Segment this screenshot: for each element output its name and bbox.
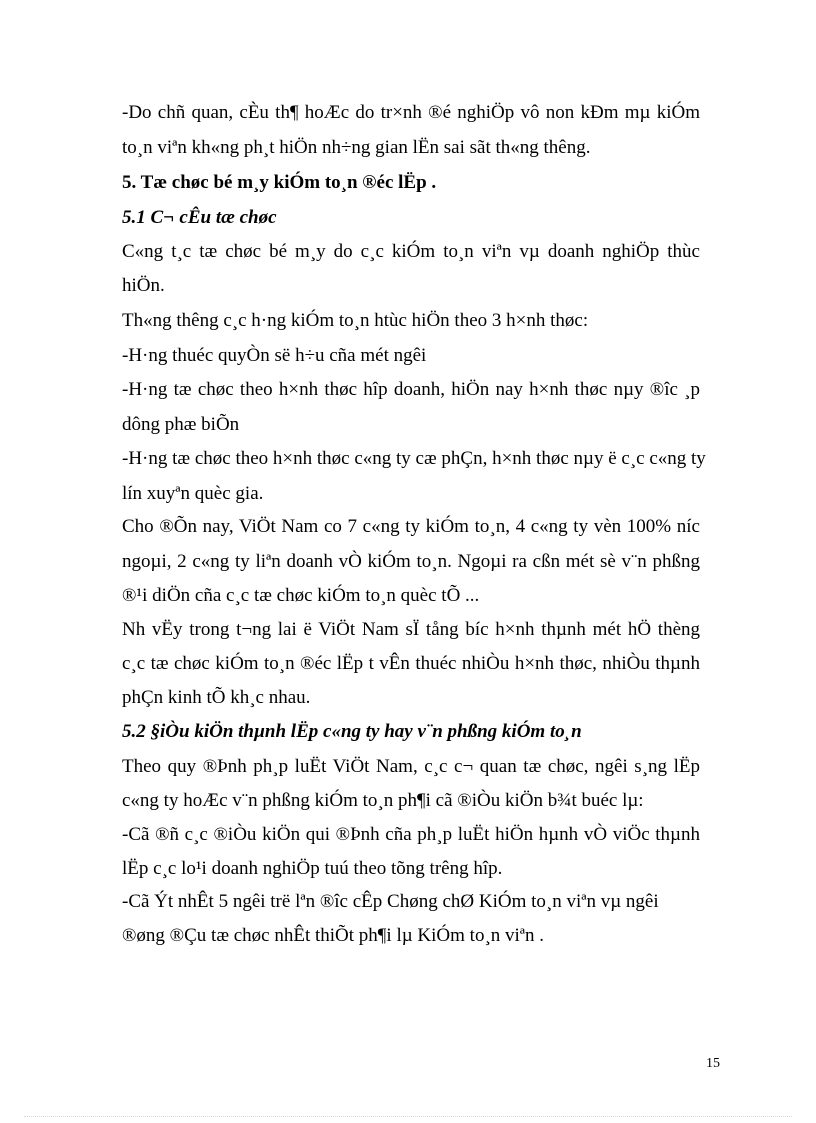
section-heading: 5. Tæ chøc bé m¸y kiÓm to¸n ®éc lËp . (122, 172, 437, 193)
text-line: dông phæ biÕn (122, 414, 240, 435)
text-line: Theo quy ®Þnh ph¸p luËt ViÖt Nam, c¸c c¬ quan tæ chøc, ngêi s¸ng lËp (122, 756, 700, 777)
text-line: c«ng ty hoÆc v¨n phßng kiÓm to¸n ph¶i cã ®iÒu kiÖn b¾t buéc lµ: (122, 790, 644, 811)
page-bottom-divider (24, 1116, 792, 1117)
subsection-heading: 5.2 §iÒu kiÖn thµnh lËp c«ng ty hay v¨n phßng kiÓm to¸n (122, 721, 582, 742)
text-line: phÇn kinh tÕ kh¸c nhau. (122, 687, 311, 708)
text-line: Nh vËy trong t¬ng lai ë ViÖt Nam sÏ tång bíc h×nh thµnh mét hÖ thèng (122, 619, 700, 640)
text-line: Th«ng thêng c¸c h·ng kiÓm to¸n htùc hiÖn theo 3 h×nh thøc: (122, 310, 589, 331)
text-line: -Cã Ýt nhÊt 5 ngêi trë lªn ®îc cÊp Chøng chØ KiÓm to¸n viªn vµ ngêi (122, 891, 659, 912)
text-line: C«ng t¸c tæ chøc bé m¸y do c¸c kiÓm to¸n viªn vµ doanh nghiÖp thùc (122, 241, 700, 262)
text-line: to¸n viªn kh«ng ph¸t hiÖn nh÷ng gian lËn sai sãt th«ng thêng. (122, 137, 591, 158)
text-line: -Cã ®ñ c¸c ®iÒu kiÖn qui ®Þnh cña ph¸p luËt hiÖn hµnh vÒ viÖc thµnh (122, 824, 700, 845)
text-line: Cho ®Õn nay, ViÖt Nam co 7 c«ng ty kiÓm to¸n, 4 c«ng ty vèn 100% níc (122, 516, 700, 537)
text-line: lín xuyªn quèc gia. (122, 483, 264, 504)
page-number: 15 (706, 1056, 720, 1071)
text-line: ngoµi, 2 c«ng ty liªn doanh vÒ kiÓm to¸n. Ngoµi ra cßn mét sè v¨n phßng (122, 551, 700, 572)
text-line: -H·ng thuéc quyÒn së h÷u cña mét ngêi (122, 345, 427, 366)
text-line: ®¹i diÖn cña c¸c tæ chøc kiÓm to¸n quèc tÕ ... (122, 585, 480, 606)
text-line: hiÖn. (122, 275, 165, 296)
text-line: -H·ng tæ chøc theo h×nh thøc hîp doanh, hiÖn nay h×nh thøc nµy ®îc ¸p (122, 379, 700, 400)
text-line: -Do chñ quan, cÈu th¶ hoÆc do tr×nh ®é nghiÖp vô non kÐm mµ kiÓm (122, 102, 700, 123)
text-line: ®øng ®Çu tæ chøc nhÊt thiÕt ph¶i lµ KiÓm to¸n viªn . (122, 925, 545, 946)
text-line: c¸c tæ chøc kiÓm to¸n ®éc lËp t vÊn thuéc nhiÒu h×nh thøc, nhiÒu thµnh (122, 653, 700, 674)
text-line: -H·ng tæ chøc theo h×nh thøc c«ng ty cæ phÇn, h×nh thøc nµy ë c¸c c«ng ty (122, 448, 706, 469)
text-line: lËp c¸c lo¹i doanh nghiÖp tuú theo tõng trêng hîp. (122, 858, 503, 879)
subsection-heading: 5.1 C¬ cÊu tæ chøc (122, 207, 277, 228)
